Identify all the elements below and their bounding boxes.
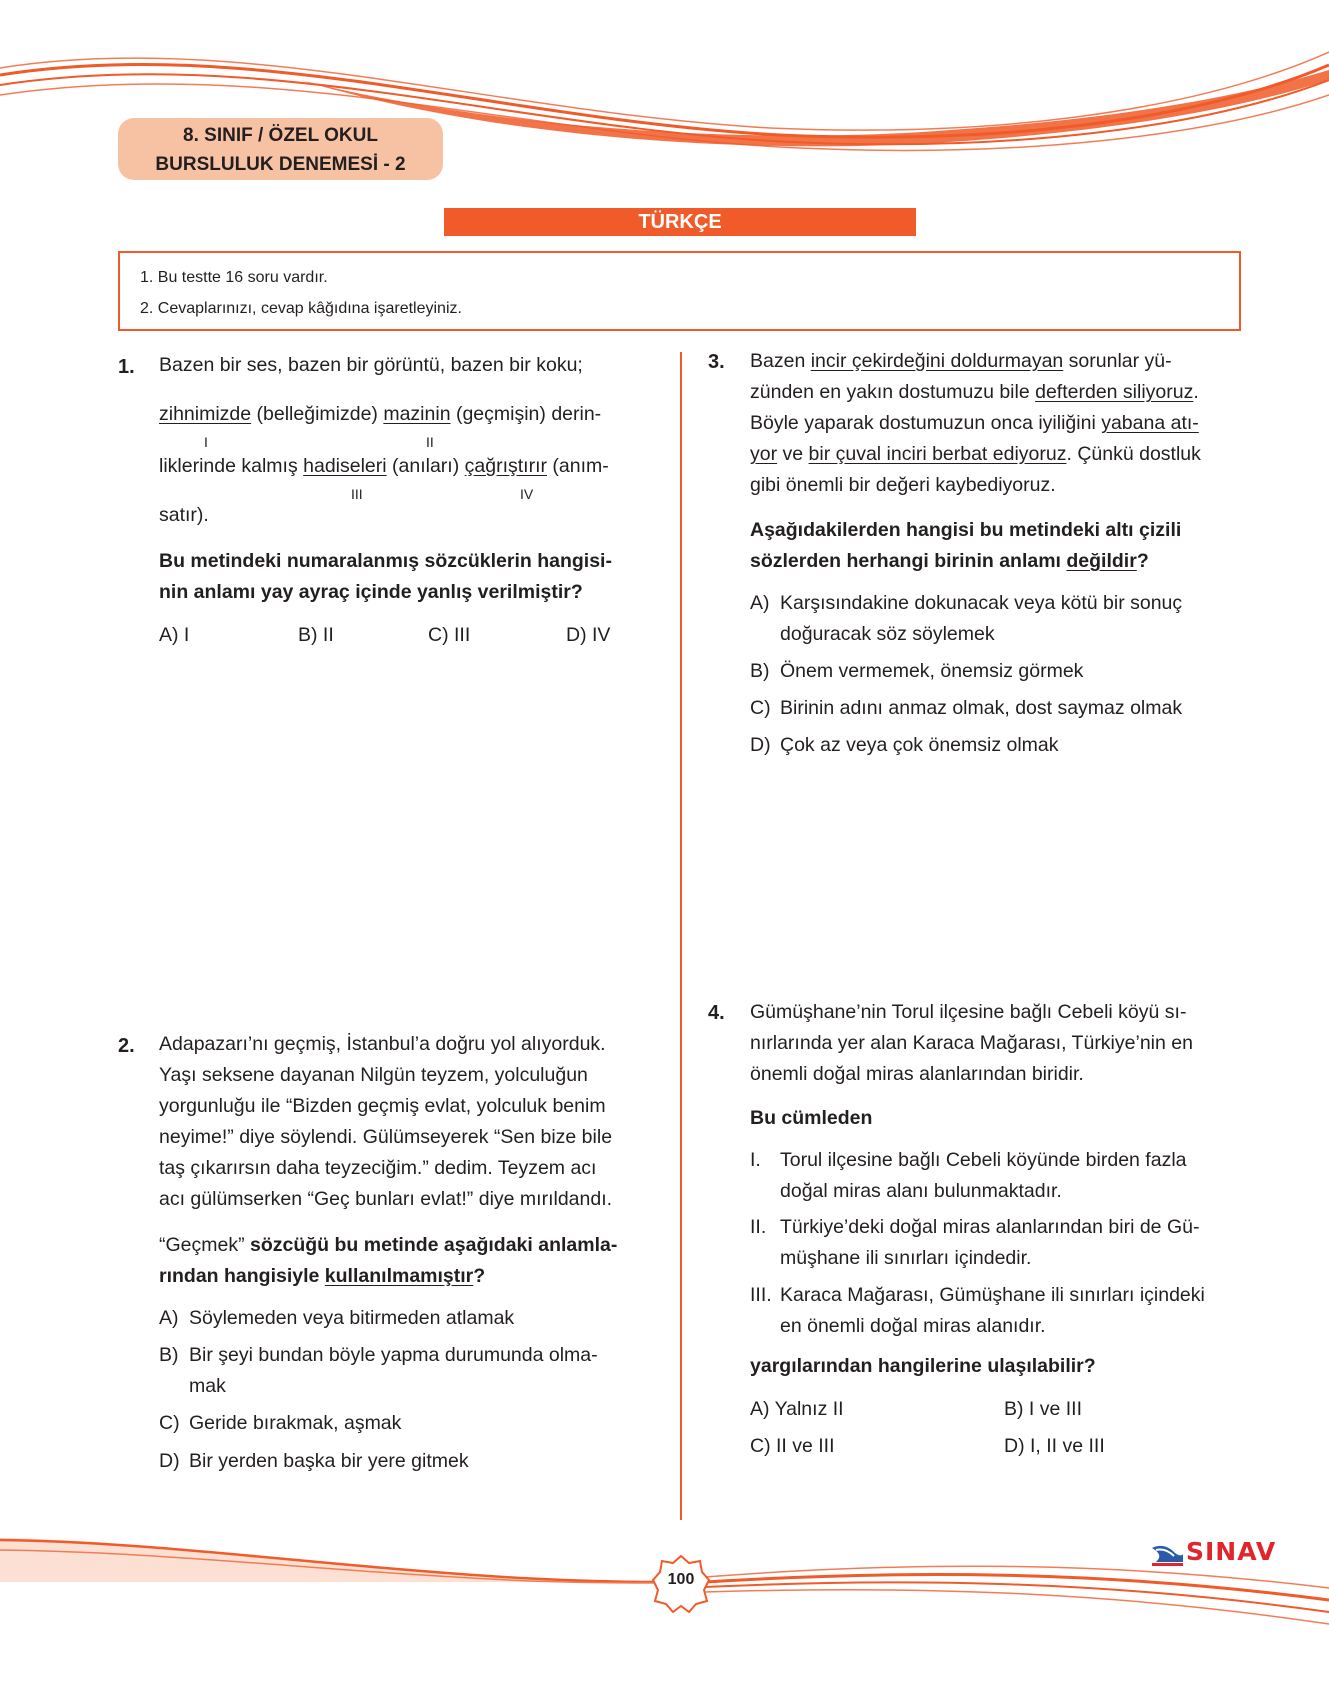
- statement-text: doğal miras alanı bulunmaktadır.: [780, 1180, 1062, 1202]
- question-stem: Bu cümleden: [750, 1107, 873, 1129]
- question-text-line: satır).: [159, 504, 209, 526]
- question-stem: Bu metindeki numaralanmış sözcüklerin hangisi-: [159, 550, 612, 572]
- question-stem: [159, 1261, 485, 1292]
- option-b[interactable]: B) II: [298, 624, 334, 646]
- question-text-line: taş çıkarırsın daha teyzeciğim.” dedim. Teyzem acı: [159, 1157, 597, 1179]
- instruction-2: 2. Cevaplarınızı, cevap kâğıdına işaretleyiniz.: [140, 300, 462, 317]
- numbered-word-3: hadiseleri: [303, 455, 387, 477]
- text-span: sözlerden herhangi birinin anlamı: [750, 550, 1067, 572]
- question-number: 2.: [118, 1035, 135, 1057]
- text-span: zünden en yakın dostumuzu bile: [750, 381, 1036, 403]
- numbered-word-2: mazinin: [383, 403, 451, 425]
- option-text: Bir yerden başka bir yere gitmek: [189, 1450, 469, 1472]
- option-text: mak: [189, 1375, 226, 1397]
- option-label: A): [750, 592, 770, 614]
- underlined-phrase: yabana atı-: [1101, 412, 1199, 434]
- text-span: liklerinde kalmış: [159, 455, 304, 477]
- question-number: 3.: [708, 351, 725, 373]
- option-d[interactable]: D) IV: [566, 624, 611, 646]
- text-span: (anıları): [386, 455, 465, 477]
- question-text-line: nırlarında yer alan Karaca Mağarası, Türkiye’nin en: [750, 1032, 1193, 1054]
- statement-text: en önemli doğal miras alanıdır.: [780, 1315, 1046, 1337]
- text-span: Bazen: [750, 350, 811, 372]
- option-text: Önem vermemek, önemsiz görmek: [780, 660, 1084, 682]
- option-a[interactable]: A) I: [159, 624, 190, 646]
- page-number: 100: [667, 1571, 695, 1588]
- question-stem: [159, 1230, 617, 1261]
- option-text: Birinin adını anmaz olmak, dost saymaz olmak: [780, 697, 1183, 719]
- statement-text: Torul ilçesine bağlı Cebeli köyünde birden fazla: [780, 1149, 1187, 1171]
- underlined-phrase: bir çuval inciri berbat ediyoruz: [808, 443, 1067, 465]
- question-number: 4.: [708, 1002, 725, 1024]
- question-stem: [750, 546, 1149, 577]
- subject-bar: TÜRKÇE: [444, 208, 916, 236]
- text-span: (anım-: [546, 455, 609, 477]
- statement-text: müşhane ili sınırları içindedir.: [780, 1247, 1032, 1269]
- roman-label-4: IV: [520, 486, 534, 502]
- option-c[interactable]: C) III: [428, 624, 471, 646]
- question-stem: yargılarından hangilerine ulaşılabilir?: [750, 1355, 1096, 1377]
- option-label: B): [750, 660, 770, 682]
- text-span: . Çünkü dostluk: [1066, 443, 1201, 465]
- question-stem: Aşağıdakilerden hangisi bu metindeki altı çizili: [750, 519, 1182, 541]
- question-text-line: [750, 346, 1172, 377]
- exam-title-badge: [118, 118, 443, 180]
- roman-label-1: I: [204, 434, 208, 450]
- logo-bird-icon: [1150, 1538, 1184, 1566]
- instructions-box: [118, 251, 1241, 331]
- option-a[interactable]: A) Yalnız II: [750, 1398, 844, 1420]
- option-text: Geride bırakmak, aşmak: [189, 1412, 402, 1434]
- option-label: C): [159, 1412, 180, 1434]
- text-span: ?: [473, 1265, 486, 1287]
- statement-text: Karaca Mağarası, Gümüşhane ili sınırları içindeki: [780, 1284, 1205, 1306]
- question-text-line: [750, 377, 1199, 408]
- text-span: .: [1193, 381, 1199, 403]
- option-label: B): [159, 1344, 179, 1366]
- question-intro: Bazen bir ses, bazen bir görüntü, bazen bir koku;: [159, 354, 583, 376]
- column-divider: [680, 352, 682, 1520]
- badge-line-2: BURSLULUK DENEMESİ - 2: [155, 154, 406, 175]
- option-c[interactable]: C) II ve III: [750, 1435, 835, 1457]
- underlined-keyword: kullanılmamıştır: [324, 1265, 474, 1287]
- numbered-word-4: çağrıştırır: [464, 455, 547, 477]
- question-text-line: önemli doğal miras alanlarından biridir.: [750, 1063, 1084, 1085]
- text-span: Böyle yaparak dostumuzun onca iyiliğini: [750, 412, 1102, 434]
- text-span: ?: [1136, 550, 1149, 572]
- underlined-phrase: incir çekirdeğini doldurmayan: [810, 350, 1064, 372]
- question-number: 1.: [118, 356, 135, 378]
- logo-text: SINAV: [1186, 1537, 1277, 1566]
- underlined-keyword: değildir: [1066, 550, 1137, 572]
- statement-label: III.: [750, 1284, 772, 1306]
- question-text-line: [750, 439, 1201, 470]
- numbered-word-1: zihnimizde: [159, 403, 252, 425]
- question-text-line: acı gülümserken “Geç bunları evlat!” diye mırıldandı.: [159, 1188, 613, 1210]
- text-span: ve: [777, 443, 809, 465]
- question-text-line: neyime!” diye söylendi. Gülümseyerek “Sen bize bile: [159, 1126, 613, 1148]
- option-label: D): [750, 734, 771, 756]
- text-span: (belleğimizde): [251, 403, 384, 425]
- option-text: Çok az veya çok önemsiz olmak: [780, 734, 1059, 756]
- badge-line-1: 8. SINIF / ÖZEL OKUL: [183, 125, 378, 146]
- text-span: rından hangisiyle: [159, 1265, 325, 1287]
- roman-label-2: II: [426, 434, 434, 450]
- instruction-1: 1. Bu testte 16 soru vardır.: [140, 269, 328, 286]
- question-text-line: gibi önemli bir değeri kaybediyoruz.: [750, 474, 1056, 496]
- option-label: A): [159, 1307, 179, 1329]
- question-text-line: [159, 451, 609, 482]
- statement-text: Türkiye’deki doğal miras alanlarından biri de Gü-: [780, 1216, 1200, 1238]
- option-label: D): [159, 1450, 180, 1472]
- text-span: (geçmişin) derin-: [450, 403, 602, 425]
- question-text-line: [159, 399, 601, 430]
- option-text: Bir şeyi bundan böyle yapma durumunda olma-: [189, 1344, 598, 1366]
- statement-label: I.: [750, 1149, 761, 1171]
- underlined-phrase: defterden siliyoruz: [1035, 381, 1194, 403]
- question-text-line: yorgunluğu ile “Bizden geçmiş evlat, yolculuk benim: [159, 1095, 606, 1117]
- question-text-line: Adapazarı’nı geçmiş, İstanbul’a doğru yol alıyorduk.: [159, 1033, 606, 1055]
- text-span: sözcüğü bu metinde aşağıdaki anlamla-: [244, 1234, 618, 1256]
- option-label: C): [750, 697, 771, 719]
- text-span: sorunlar yü-: [1063, 350, 1172, 372]
- question-stem: nin anlamı yay ayraç içinde yanlış verilmiştir?: [159, 581, 583, 603]
- underlined-phrase: yor: [750, 443, 778, 465]
- question-text-line: Yaşı seksene dayanan Nilgün teyzem, yolculuğun: [159, 1064, 588, 1086]
- option-d[interactable]: D) I, II ve III: [1004, 1435, 1105, 1457]
- option-text: doğuracak söz söylemek: [780, 623, 995, 645]
- roman-label-3: III: [351, 486, 363, 502]
- stem-quote: “Geçmek”: [159, 1234, 245, 1256]
- question-text-line: Gümüşhane’nin Torul ilçesine bağlı Cebeli köyü sı-: [750, 1001, 1187, 1023]
- option-text: Karşısındakine dokunacak veya kötü bir sonuç: [780, 592, 1183, 614]
- statement-label: II.: [750, 1216, 767, 1238]
- option-text: Söylemeden veya bitirmeden atlamak: [189, 1307, 515, 1329]
- question-text-line: [750, 408, 1199, 439]
- option-b[interactable]: B) I ve III: [1004, 1398, 1083, 1420]
